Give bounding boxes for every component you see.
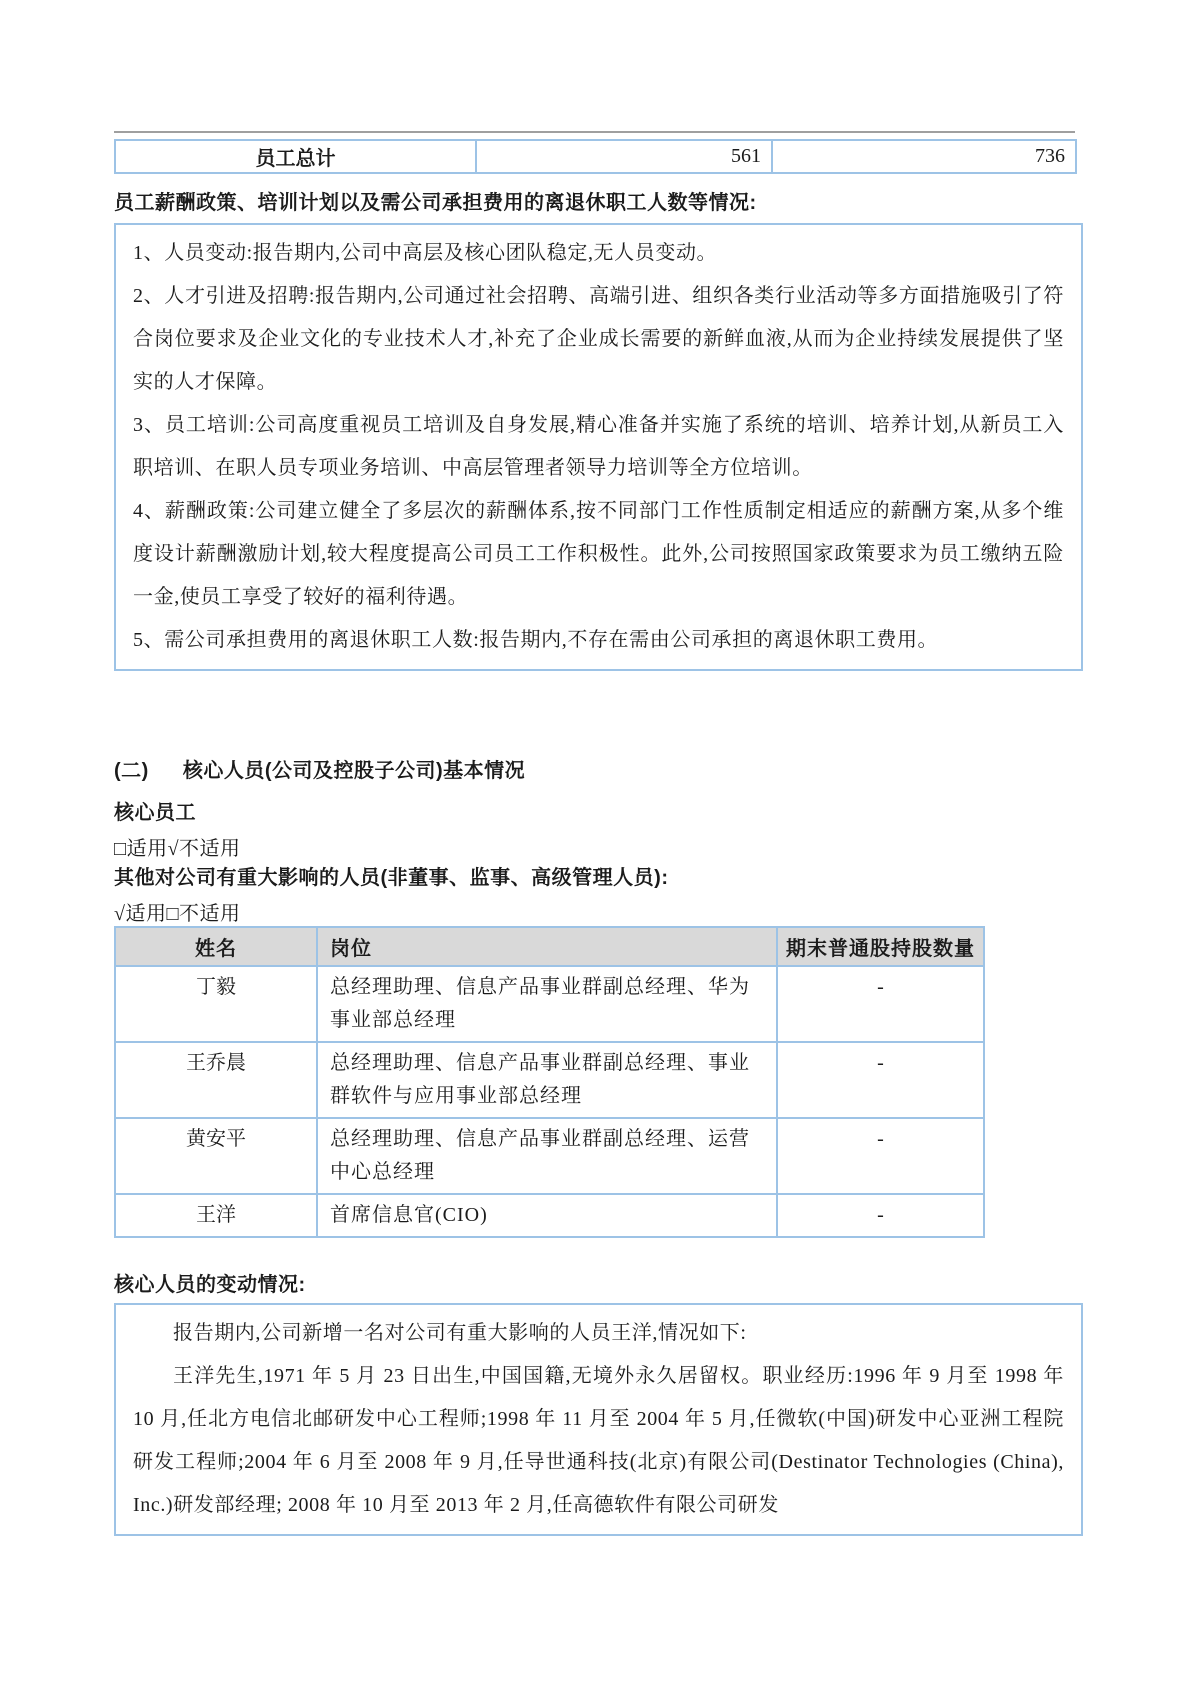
table-row [115, 1118, 984, 1194]
change-section-heading: 核心人员的变动情况: [114, 1274, 306, 1296]
cell-shares: - [777, 1118, 984, 1194]
employee-total-value-1: 561 [476, 140, 772, 173]
table-row [115, 1194, 984, 1237]
cell-name: 丁毅 [115, 966, 317, 1042]
employee-total-value-2: 736 [772, 140, 1076, 173]
table-row [115, 1042, 984, 1118]
table-row [115, 966, 984, 1042]
salary-paragraph-1: 1、人员变动:报告期内,公司中高层及核心团队稳定,无人员变动。 [133, 242, 718, 264]
cell-shares: - [777, 1042, 984, 1118]
change-section-box [114, 1303, 1083, 1536]
cell-position: 首席信息官(CIO) [317, 1194, 777, 1237]
other-influential-applicable-line: √适用□不适用 [114, 903, 241, 925]
cell-name: 黄安平 [115, 1118, 317, 1194]
core-personnel-table [114, 926, 985, 1238]
other-influential-label: 其他对公司有重大影响的人员(非董事、监事、高级管理人员): [114, 867, 669, 889]
salary-paragraph-4: 4、薪酬政策:公司建立健全了多层次的薪酬体系,按不同部门工作性质制定相适应的薪酬方案,从多个维度设计薪酬激励计划,较大程度提高公司员工工作积极性。此外,公司按照国家政策要求为员工缴纳五险一金,使员工享受了较好的福利待遇。 [133, 500, 1064, 608]
section-number: (二) [114, 760, 149, 782]
header-name: 姓名 [115, 927, 317, 966]
core-personnel-section-heading [114, 758, 1084, 784]
header-shares: 期末普通股持股数量 [777, 927, 984, 966]
header-position: 岗位 [317, 927, 777, 966]
change-paragraph-2: 王洋先生,1971 年 5 月 23 日出生,中国国籍,无境外永久居留权。职业经历:1996 年 9 月至 1998 年 10 月,任北方电信北邮研发中心工程师;1998 年 11 月至 2004 年 5 月,任微软(中国)研发中心亚洲工程院研发工程师;2004 年 6 月至 2008 年 9 月,任导世通科技(北京)有限公司(Destinator Technologies (China), Inc.)研发部经理; 2008 年 10 月至 2013 年 2 月,任高德软件有限公司研发 [133, 1365, 1064, 1516]
table-header-row [115, 927, 984, 966]
cell-shares: - [777, 1194, 984, 1237]
section-title: 核心人员(公司及控股子公司)基本情况 [182, 760, 526, 782]
cell-position: 总经理助理、信息产品事业群副总经理、华为事业部总经理 [317, 966, 777, 1042]
cell-name: 王洋 [115, 1194, 317, 1237]
table-continuation-rule [114, 131, 1075, 133]
cell-shares: - [777, 966, 984, 1042]
employee-total-table [114, 139, 1077, 174]
table-row [115, 140, 1076, 173]
salary-paragraph-5: 5、需公司承担费用的离退休职工人数:报告期内,不存在需由公司承担的离退休职工费用。 [133, 629, 939, 651]
cell-position: 总经理助理、信息产品事业群副总经理、运营中心总经理 [317, 1118, 777, 1194]
cell-name: 王乔晨 [115, 1042, 317, 1118]
core-staff-label: 核心员工 [114, 802, 196, 824]
salary-policy-box [114, 223, 1083, 671]
salary-paragraph-2: 2、人才引进及招聘:报告期内,公司通过社会招聘、高端引进、组织各类行业活动等多方面措施吸引了符合岗位要求及企业文化的专业技术人才,补充了企业成长需要的新鲜血液,从而为企业持续发展提供了坚实的人才保障。 [133, 285, 1064, 393]
cell-position: 总经理助理、信息产品事业群副总经理、事业群软件与应用事业部总经理 [317, 1042, 777, 1118]
core-staff-applicable-line: □适用√不适用 [114, 838, 241, 860]
employee-total-label: 员工总计 [115, 140, 476, 173]
salary-policy-heading: 员工薪酬政策、培训计划以及需公司承担费用的离退休职工人数等情况: [114, 192, 757, 214]
change-paragraph-1: 报告期内,公司新增一名对公司有重大影响的人员王洋,情况如下: [173, 1322, 747, 1344]
salary-paragraph-3: 3、员工培训:公司高度重视员工培训及自身发展,精心准备并实施了系统的培训、培养计划,从新员工入职培训、在职人员专项业务培训、中高层管理者领导力培训等全方位培训。 [133, 414, 1064, 479]
